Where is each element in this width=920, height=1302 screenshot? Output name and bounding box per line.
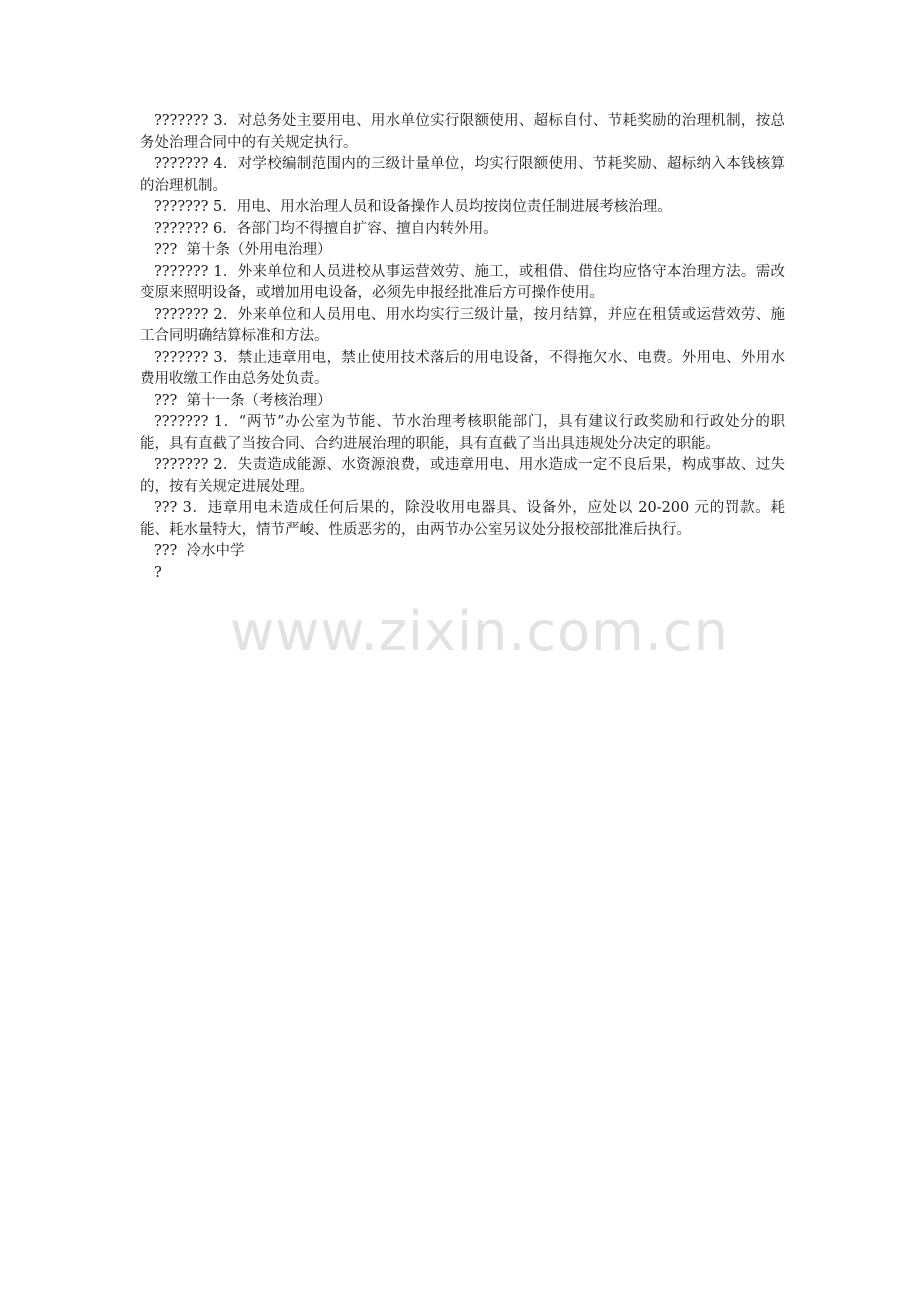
section-heading-article-11: ??? 第十一条（考核治理）: [154, 392, 332, 409]
paragraph-7: ??????? 3．禁止违章用电，禁止使用技术落后的用电设备，不得拖欠水、电费。外用电、外用水费用收缴工作由总务处负责。: [140, 349, 785, 387]
trailing-mark: ?: [154, 564, 162, 581]
paragraph-2: ??????? 4．对学校编制范围内的三级计量单位，均实行限额使用、节耗奖励、超标纳入本钱核算的治理机制。: [140, 156, 785, 194]
section-heading-article-10: ??? 第十条（外用电治理）: [154, 242, 332, 258]
signature-school-name: ??? 冷水中学: [154, 543, 245, 559]
paragraph-8: ??????? 1．“两节”办公室为节能、节水治理考核职能部门，具有建议行政奖励和行政处分的职能，具有直截了当按合同、合约进展治理的职能，具有直截了当出具违规处分决定的职能。: [140, 414, 785, 452]
watermark-text: www.zixin.com.cn: [230, 600, 729, 663]
document-body: [140, 111, 785, 584]
paragraph-6: ??????? 2．外来单位和人员用电、用水均实行三级计量，按月结算，并应在租赁或运营效劳、施工合同明确结算标准和方法。: [140, 306, 785, 344]
paragraph-9: ??????? 2．失责造成能源、水资源浪费，或违章用电、用水造成一定不良后果，构成事故、过失的，按有关规定进展处理。: [140, 457, 785, 495]
paragraph-1: ??????? 3．对总务处主要用电、用水单位实行限额使用、超标自付、节耗奖励的治理机制，按总务处治理合同中的有关规定执行。: [140, 113, 785, 151]
paragraph-5: ??????? 1．外来单位和人员进校从事运营效劳、施工，或租借、借住均应恪守本治理方法。需改变原来照明设备，或增加用电设备，必须先申报经批准后方可操作使用。: [140, 263, 785, 301]
paragraph-3: ??????? 5．用电、用水治理人员和设备操作人员均按岗位责任制进展考核治理。: [154, 199, 672, 215]
paragraph-4: ??????? 6．各部门均不得擅自扩容、擅自内转外用。: [154, 220, 498, 237]
paragraph-10: ??? 3．违章用电未造成任何后果的，除没收用电器具、设备外，应处以 20-200 元的罚款。耗能、耗水量特大，情节严峻、性质恶劣的，由两节办公室另议处分报校部批准后执行。: [140, 500, 785, 538]
